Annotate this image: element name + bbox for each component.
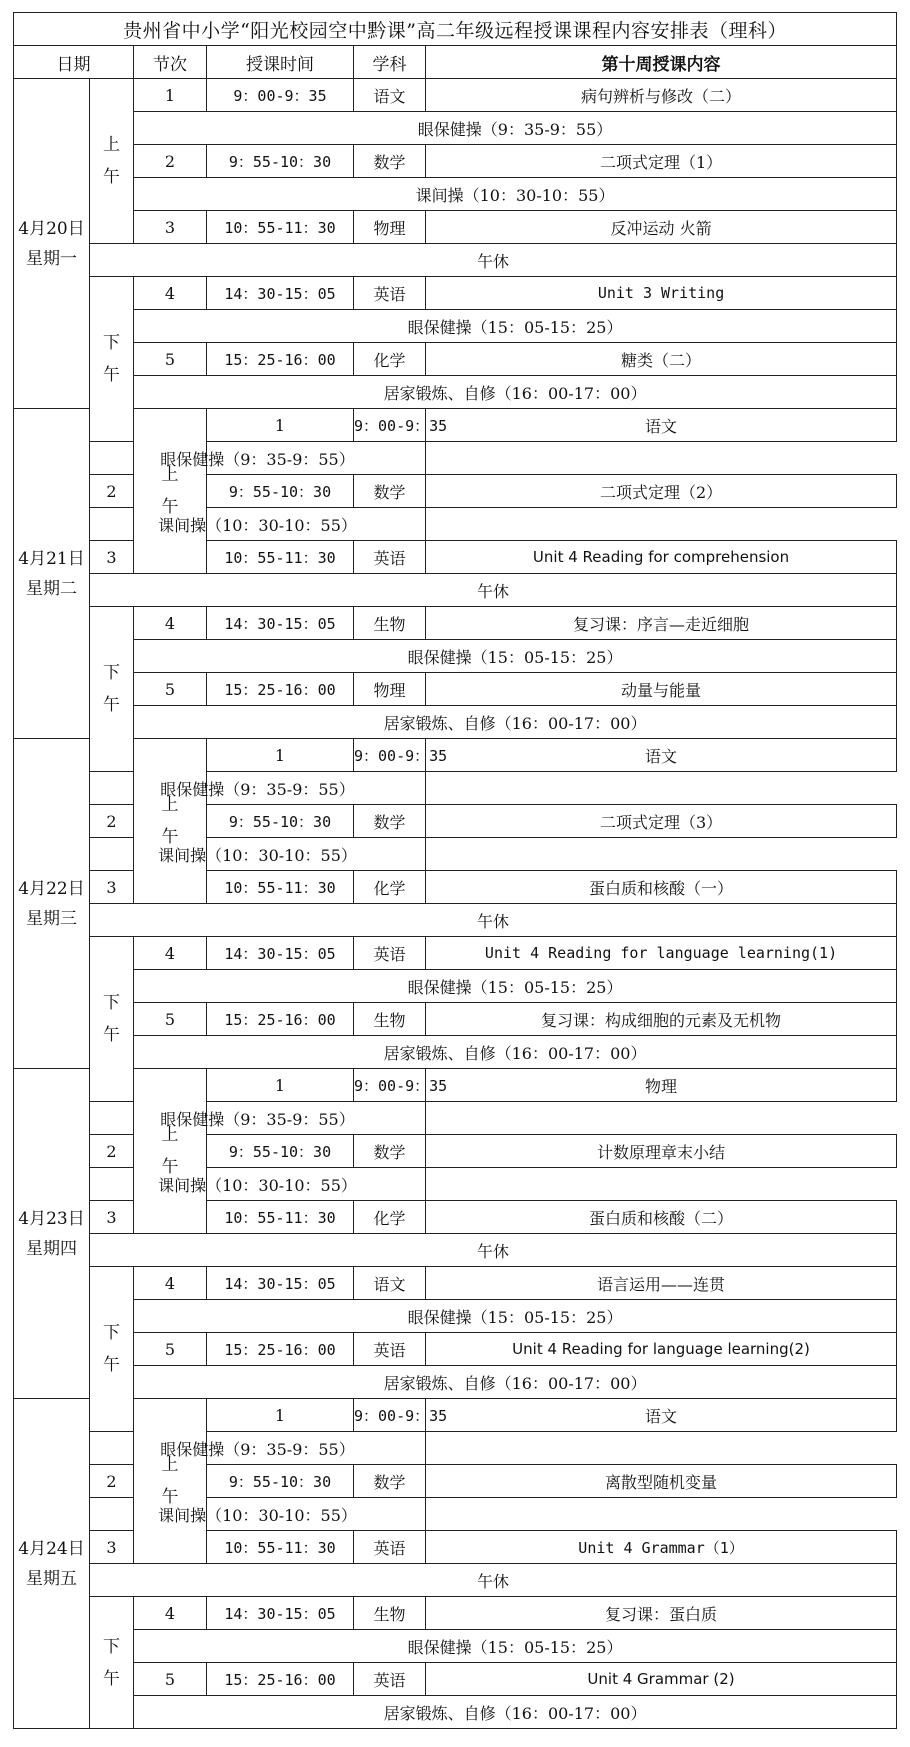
content-cell: 二项式定理（2） [426, 475, 897, 508]
day-weekday: 星期二 [26, 578, 77, 599]
time-cell: 14：30-15：05 [207, 607, 354, 640]
time-cell: 15：25-16：00 [207, 673, 354, 706]
home-exercise-row: 居家锻炼、自修（16：00-17：00） [134, 376, 897, 409]
table-row [14, 1663, 897, 1696]
time-cell: 9：55-10：30 [207, 145, 354, 178]
table-row [14, 739, 897, 772]
content-cell: 复习课：序言—走近细胞 [426, 607, 897, 640]
break-exercise-row: 课间操（10：30-10：55） [90, 1168, 426, 1201]
lunch-break-row: 午休 [90, 244, 897, 277]
time-cell: 15：25-16：00 [207, 343, 354, 376]
eye-exercise-pm-row: 眼保健操（15：05-15：25） [134, 1300, 897, 1333]
subject-cell: 生物 [354, 1003, 426, 1036]
home-exercise-row: 居家锻炼、自修（16：00-17：00） [134, 706, 897, 739]
header-subject: 学科 [354, 46, 426, 79]
content-cell: Unit 3 Writing [426, 277, 897, 310]
period-cell: 1 [207, 739, 354, 772]
subject-cell: 英语 [354, 1531, 426, 1564]
afternoon-char-1: 下 [103, 663, 120, 683]
table-row [14, 937, 897, 970]
table-row [14, 1036, 897, 1069]
day-weekday: 星期三 [26, 908, 77, 929]
table-row [14, 1069, 897, 1102]
table-row [14, 178, 897, 211]
subject-cell: 数学 [354, 145, 426, 178]
eye-exercise-am-row: 眼保健操（9：35-9：55） [90, 1432, 426, 1465]
time-cell: 10：55-11：30 [207, 211, 354, 244]
content-cell: 蛋白质和核酸（二） [426, 1201, 897, 1234]
content-cell: 计数原理章末小结 [426, 1135, 897, 1168]
period-cell: 3 [134, 211, 207, 244]
table-row [14, 79, 897, 112]
period-cell: 4 [134, 1267, 207, 1300]
content-cell: Unit 4 Reading for language learning(1) [426, 937, 897, 970]
lunch-break-row: 午休 [90, 574, 897, 607]
period-cell: 5 [134, 1003, 207, 1036]
day-date-cell [14, 1399, 90, 1729]
table-row [14, 838, 897, 871]
header-date: 日期 [14, 46, 134, 79]
afternoon-char-2: 午 [103, 695, 120, 715]
break-exercise-row: 课间操（10：30-10：55） [90, 508, 426, 541]
period-cell: 5 [134, 1663, 207, 1696]
time-cell: 10：55-11：30 [207, 871, 354, 904]
afternoon-char-1: 下 [103, 333, 120, 353]
time-cell: 10：55-11：30 [207, 1531, 354, 1564]
table-row [14, 112, 897, 145]
time-cell: 9：00-9：35 [354, 739, 426, 772]
period-cell: 5 [134, 673, 207, 706]
period-cell: 3 [90, 1531, 134, 1564]
content-cell: Unit 4 Reading for comprehension [426, 541, 897, 574]
period-cell: 5 [134, 1333, 207, 1366]
table-row [14, 409, 897, 442]
content-cell: 病句辨析与修改（二） [426, 79, 897, 112]
home-exercise-row: 居家锻炼、自修（16：00-17：00） [134, 1366, 897, 1399]
table-row [14, 1696, 897, 1729]
day-date: 4月24日 [18, 1538, 85, 1559]
subject-cell: 数学 [354, 475, 426, 508]
subject-cell: 英语 [354, 1663, 426, 1696]
table-row [14, 607, 897, 640]
period-cell: 2 [90, 1135, 134, 1168]
subject-cell: 语文 [426, 1399, 897, 1432]
content-cell: 二项式定理（3） [426, 805, 897, 838]
time-cell: 9：00-9：35 [354, 409, 426, 442]
afternoon-char-2: 午 [103, 1668, 120, 1689]
table-row [14, 1168, 897, 1201]
content-cell: 蛋白质和核酸（一） [426, 871, 897, 904]
table-row [14, 640, 897, 673]
subject-cell: 物理 [354, 211, 426, 244]
subject-cell: 英语 [354, 541, 426, 574]
table-row [14, 1333, 897, 1366]
header-period: 节次 [134, 46, 207, 79]
table-row [14, 1630, 897, 1663]
day-date-cell [14, 739, 90, 1069]
morning-char-2: 午 [161, 827, 179, 847]
period-cell: 2 [90, 805, 134, 838]
eye-exercise-am-row: 眼保健操（9：35-9：55） [134, 112, 897, 145]
day-date-cell [14, 409, 90, 739]
period-cell: 4 [134, 277, 207, 310]
subject-cell: 化学 [354, 343, 426, 376]
morning-label [90, 79, 134, 244]
eye-exercise-pm-row: 眼保健操（15：05-15：25） [134, 640, 897, 673]
morning-char-1: 上 [161, 1455, 179, 1475]
afternoon-label [90, 937, 134, 1102]
day-date: 4月23日 [18, 1208, 85, 1229]
morning-char-2: 午 [161, 1487, 179, 1507]
table-row [14, 772, 897, 805]
afternoon-char-1: 下 [103, 1323, 120, 1343]
header-content: 第十周授课内容 [426, 46, 897, 79]
table-row [14, 1498, 897, 1531]
period-cell: 3 [90, 1201, 134, 1234]
subject-cell: 英语 [354, 277, 426, 310]
time-cell: 15：25-16：00 [207, 1333, 354, 1366]
period-cell: 5 [134, 343, 207, 376]
time-cell: 9：00-9：35 [207, 79, 354, 112]
afternoon-label [90, 607, 134, 772]
day-weekday: 星期四 [26, 1238, 77, 1259]
subject-cell: 化学 [354, 1201, 426, 1234]
content-cell: Unit 4 Grammar（1） [426, 1531, 897, 1564]
title-row [14, 13, 897, 46]
table-row [14, 1399, 897, 1432]
table-row [14, 904, 897, 937]
break-exercise-row: 课间操（10：30-10：55） [134, 178, 897, 211]
table-row [14, 1432, 897, 1465]
eye-exercise-pm-row: 眼保健操（15：05-15：25） [134, 310, 897, 343]
table-row [14, 1234, 897, 1267]
table-row [14, 1267, 897, 1300]
period-cell: 4 [134, 937, 207, 970]
time-cell: 14：30-15：05 [207, 1597, 354, 1630]
content-cell: 离散型随机变量 [426, 1465, 897, 1498]
day-date: 4月21日 [18, 548, 85, 569]
home-exercise-row: 居家锻炼、自修（16：00-17：00） [134, 1036, 897, 1069]
schedule-table [13, 12, 897, 1729]
time-cell: 15：25-16：00 [207, 1663, 354, 1696]
subject-cell: 生物 [354, 607, 426, 640]
subject-cell: 语文 [354, 79, 426, 112]
table-title: 贵州省中小学“阳光校园空中黔课”高二年级远程授课课程内容安排表（理科） [14, 13, 897, 46]
schedule-page [13, 12, 896, 1729]
content-cell: 动量与能量 [426, 673, 897, 706]
table-row [14, 1300, 897, 1333]
content-cell: 复习课：蛋白质 [426, 1597, 897, 1630]
subject-cell: 英语 [354, 1333, 426, 1366]
morning-char-2: 午 [161, 1157, 179, 1177]
home-exercise-row: 居家锻炼、自修（16：00-17：00） [134, 1696, 897, 1729]
header-time: 授课时间 [207, 46, 354, 79]
table-row [14, 343, 897, 376]
header-row [14, 46, 897, 79]
morning-label [134, 1399, 207, 1564]
table-row [14, 574, 897, 607]
lunch-break-row: 午休 [90, 1234, 897, 1267]
time-cell: 15：25-16：00 [207, 1003, 354, 1036]
eye-exercise-pm-row: 眼保健操（15：05-15：25） [134, 1630, 897, 1663]
content-cell: 糖类（二） [426, 343, 897, 376]
subject-cell: 数学 [354, 805, 426, 838]
afternoon-char-2: 午 [103, 1355, 120, 1375]
time-cell: 9：55-10：30 [207, 1135, 354, 1168]
content-cell: Unit 4 Grammar (2) [426, 1663, 897, 1696]
subject-cell: 数学 [354, 1135, 426, 1168]
day-date: 4月22日 [18, 878, 85, 899]
time-cell: 9：00-9：35 [354, 1069, 426, 1102]
content-cell: 二项式定理（1） [426, 145, 897, 178]
content-cell: Unit 4 Reading for language learning(2) [426, 1333, 897, 1366]
subject-cell: 生物 [354, 1597, 426, 1630]
period-cell: 1 [207, 409, 354, 442]
day-weekday: 星期五 [26, 1568, 77, 1589]
time-cell: 14：30-15：05 [207, 277, 354, 310]
time-cell: 10：55-11：30 [207, 541, 354, 574]
afternoon-char-1: 下 [103, 1636, 120, 1657]
afternoon-char-2: 午 [103, 365, 120, 385]
day-date: 4月20日 [18, 218, 85, 239]
period-cell: 2 [90, 1465, 134, 1498]
day-date-cell [14, 1069, 90, 1399]
morning-char-2: 午 [161, 497, 179, 517]
period-cell: 1 [207, 1069, 354, 1102]
table-row [14, 1102, 897, 1135]
morning-char-1: 上 [103, 135, 120, 155]
period-cell: 3 [90, 541, 134, 574]
time-cell: 9：55-10：30 [207, 1465, 354, 1498]
day-date-cell [14, 79, 90, 409]
table-row [14, 970, 897, 1003]
table-row [14, 277, 897, 310]
time-cell: 9：55-10：30 [207, 475, 354, 508]
afternoon-label [90, 277, 134, 442]
table-row [14, 1003, 897, 1036]
morning-label [134, 409, 207, 574]
subject-cell: 数学 [354, 1465, 426, 1498]
afternoon-label [90, 1267, 134, 1432]
table-row [14, 442, 897, 475]
table-row [14, 211, 897, 244]
schedule-body [14, 79, 897, 1729]
afternoon-char-2: 午 [103, 1025, 120, 1045]
break-exercise-row: 课间操（10：30-10：55） [90, 1498, 426, 1531]
morning-label [134, 739, 207, 904]
content-cell: 语言运用——连贯 [426, 1267, 897, 1300]
break-exercise-row: 课间操（10：30-10：55） [90, 838, 426, 871]
table-row [14, 673, 897, 706]
period-cell: 2 [90, 475, 134, 508]
subject-cell: 语文 [426, 409, 897, 442]
time-cell: 10：55-11：30 [207, 1201, 354, 1234]
eye-exercise-am-row: 眼保健操（9：35-9：55） [90, 442, 426, 475]
table-row [14, 310, 897, 343]
morning-char-2: 午 [103, 167, 120, 187]
morning-label [134, 1069, 207, 1234]
table-row [14, 145, 897, 178]
lunch-break-row: 午休 [90, 904, 897, 937]
eye-exercise-am-row: 眼保健操（9：35-9：55） [90, 1102, 426, 1135]
table-row [14, 376, 897, 409]
subject-cell: 英语 [354, 937, 426, 970]
time-cell: 9：00-9：35 [354, 1399, 426, 1432]
table-row [14, 508, 897, 541]
afternoon-label [90, 1597, 134, 1729]
table-row [14, 706, 897, 739]
period-cell: 1 [134, 79, 207, 112]
time-cell: 14：30-15：05 [207, 937, 354, 970]
subject-cell: 物理 [354, 673, 426, 706]
table-row [14, 1564, 897, 1597]
period-cell: 4 [134, 607, 207, 640]
period-cell: 2 [134, 145, 207, 178]
day-weekday: 星期一 [26, 248, 77, 269]
afternoon-char-1: 下 [103, 993, 120, 1013]
morning-char-1: 上 [161, 795, 179, 815]
subject-cell: 语文 [354, 1267, 426, 1300]
time-cell: 14：30-15：05 [207, 1267, 354, 1300]
morning-char-1: 上 [161, 465, 179, 485]
period-cell: 4 [134, 1597, 207, 1630]
period-cell: 1 [207, 1399, 354, 1432]
eye-exercise-am-row: 眼保健操（9：35-9：55） [90, 772, 426, 805]
lunch-break-row: 午休 [90, 1564, 897, 1597]
eye-exercise-pm-row: 眼保健操（15：05-15：25） [134, 970, 897, 1003]
morning-char-1: 上 [161, 1125, 179, 1145]
content-cell: 反冲运动 火箭 [426, 211, 897, 244]
subject-cell: 语文 [426, 739, 897, 772]
table-row [14, 1366, 897, 1399]
time-cell: 9：55-10：30 [207, 805, 354, 838]
content-cell: 复习课：构成细胞的元素及无机物 [426, 1003, 897, 1036]
subject-cell: 化学 [354, 871, 426, 904]
period-cell: 3 [90, 871, 134, 904]
table-row [14, 1597, 897, 1630]
table-row [14, 244, 897, 277]
subject-cell: 物理 [426, 1069, 897, 1102]
